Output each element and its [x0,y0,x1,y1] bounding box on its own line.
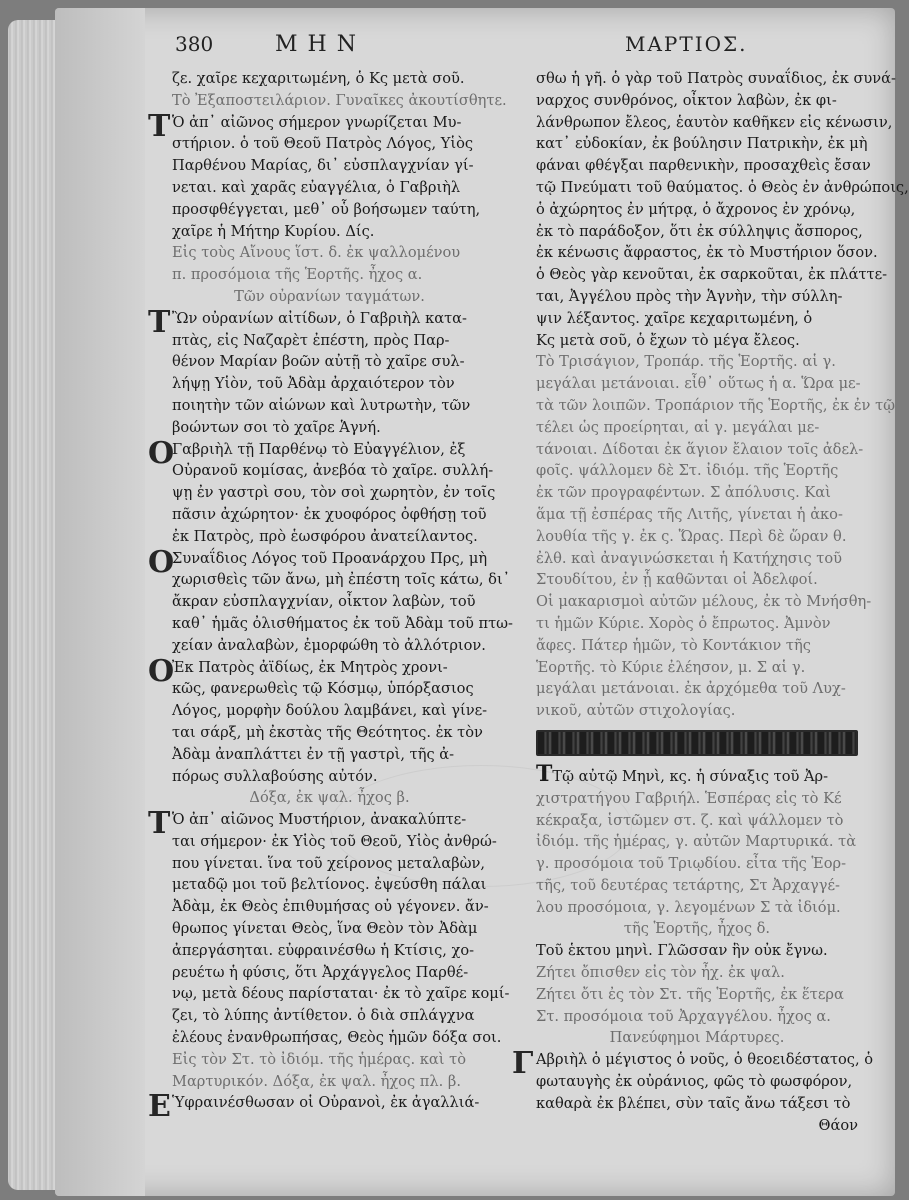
text-line-content: ψῃ ἐν γαστρὶ σου, τὸν σοὶ χωρητὸν, ἐν τοῖς [172,484,496,502]
text-line-content: ποιητὴν τῶν αἰώνων καὶ λυτρωτὴν, τῶν [172,396,471,414]
page-number: 380 [175,32,214,56]
text-line-content: Ζήτει ὄπισθεν εἰς τὸν ἦχ. ἐκ ψαλ. [536,964,785,982]
text-line-content: ρευέτω ἡ φύσις, ὅτι Ἀρχάγγελος Παρθέ- [172,963,469,981]
text-line-content: χωρισθεὶς τῶν ἄνω, μὴ ἐπέστη τοῖς κάτω, δι᾽ [172,571,510,589]
text-line-content: κατ᾽ εὐδοκίαν, ἐκ βούλησιν Πατρικὴν, ἐκ μὴ [536,135,868,153]
drop-cap-initial: Τ [148,108,171,144]
text-line [536,330,858,352]
text-line-content: μεγάλαι μετάνοιαι. ἐκ ἀρχόμεθα τοῦ Λυχ- [536,680,846,698]
text-line [536,373,861,395]
running-head-right: ΜΑΡΤΙΟΣ. [625,32,748,56]
text-line [536,760,858,788]
text-line-content: Αβριὴλ ὁ μέγιστος ὁ νοῦς, ὁ θεοειδέστατος, ὁ [536,1051,874,1069]
text-line-content: ἄφες. Πάτερ ἡμῶν, τὸ Κοντάκιον τῆς [536,636,811,654]
text-line [536,221,863,243]
text-line [536,417,858,439]
text-line-content: τὰ τῶν λοιπῶν. Τροπάριον τῆς Ἑορτῆς, ἐκ ἐν τῷ [536,396,896,414]
text-line [172,155,487,177]
text-line [536,133,868,155]
text-line [172,1005,487,1027]
text-line [172,504,487,526]
text-line [172,286,487,308]
text-line [148,544,488,580]
large-initial: Τ [536,760,553,787]
text-line [536,962,858,984]
page-header [175,32,893,62]
text-line [172,395,487,417]
text-line-content: φωταυγὴς ἐκ οὐράνιος, φῶς τὸ φωσφόρον, [536,1073,853,1091]
drop-cap-initial: Ο [148,544,175,580]
text-line [536,526,858,548]
text-line-content: τάνοιαι. Δίδοται ἐκ ἅγιον ἔλαιον τοῖς ἀδελ- [536,440,864,458]
text-line [172,853,487,875]
text-line [172,133,487,155]
text-line-content: Πανεύφημοι Μάρτυρες. [609,1029,785,1047]
text-line [536,68,896,90]
text-line-content: πᾶσιν ἀχώρητον· ἐκ χυοφόρος ὀφθήσῃ τοῦ [172,505,487,523]
text-line [172,569,510,591]
text-line [536,984,858,1006]
text-line-content: ἐλέους ἐνανθρωπήσας, Θεὸς ἡμῶν δόξα σοι. [172,1029,502,1047]
text-line [172,482,496,504]
text-line [172,330,487,352]
text-line-content: μεταδῷ μοι τοῦ βελτίονος. ἐψεύσθη πάλαι [172,876,487,894]
text-line [172,460,494,482]
text-line [536,657,858,679]
text-line-content: ζε. χαῖρε κεχαριτωμένη, ὁ Κς μετὰ σοῦ. [172,70,465,87]
text-line-content: Ζήτει ὄτι ἐς τὸν Στ. τῆς Ἑορτῆς, ἐκ ἕτερα [536,985,844,1003]
text-line [536,853,858,875]
text-line-content: ἐκ τῶν προγραφέντων. Σ ἀπόλυσις. Καὶ [536,484,831,502]
text-line-content: Συναΐδιος Λόγος τοῦ Προανάρχου Πρς, μὴ [172,549,488,567]
text-line-content: νῳ, μετὰ δέους παρίσταται· ἐκ τὸ χαῖρε κομί- [172,985,510,1003]
text-line-content: λάνθρωπον ἔλεος, ἑαυτὸν καθῆκεν εἰς κένωσιν, [536,113,893,131]
text-line [536,112,893,134]
text-line-content: στήριον. ὁ τοῦ Θεοῦ Πατρὸς Λόγος, Υἱὸς [172,135,474,153]
text-line [172,199,487,221]
text-line-content: ται, Ἀγγέλου πρὸς τὴν Ἁγνὴν, τὴν σύλλη- [536,287,843,305]
page-gutter-shadow [55,8,145,1196]
text-line-content: Ὢν οὐρανίων αἰτίδων, ὁ Γαβριὴλ κατα- [172,309,467,327]
text-line-content: γ. προσόμοια τοῦ Τριῳδίου. εἶτα τῆς Ἑορ- [536,855,846,873]
text-line-content: ἐκ τὸ παράδοξον, ὅτι ἐκ σύλληψις ἄσπορος, [536,222,863,240]
text-line-content: θρωπος γίνεται Θεὸς, ἵνα Θεὸν τὸν Ἀδὰμ [172,920,478,938]
left-text-column [148,68,513,1125]
text-line-content: καθαρὰ ἐκ βλέπει, σὺν ταῖς ἄνω τάξεσι τὸ [536,1094,851,1112]
text-line [172,722,487,744]
text-line [536,810,858,832]
text-line-content: νικοῦ, αὐτῶν στιχολογίας. [536,702,736,720]
text-line-content: ἄκραν εὐσπλαγχνίαν, οἶκτον λαβὼν, τοῦ [172,593,476,611]
text-line-content: ἀπεργάσηται. εὐφραινέσθω ἡ Κτίσις, χο- [172,941,475,959]
text-line [172,351,487,373]
text-line [536,242,878,264]
text-line-content: ὁ ἀχώρητος ἐν μήτρᾳ, ὁ ἄχρονος ἐν χρόνῳ, [536,200,856,218]
text-line [536,918,858,940]
text-line-content: Ἀδὰμ, ἐκ Θεὸς ἐπιθυμήσας οὐ γέγονεν. ἄν- [172,898,489,916]
text-line [536,264,888,286]
text-line [172,962,487,984]
text-line-content: καθ᾽ ἡμᾶς ὀλισθήματος ἐκ τοῦ Ἀδὰμ τοῦ πτω- [172,614,513,632]
text-line-content: χείαν ἀναλαβὼν, ἐμορφώθη τὸ ἀλλότριον. [172,636,486,654]
text-line-content: ναρχος συνθρόνος, οἶκτον λαβὼν, ἐκ φι- [536,91,837,109]
text-line [536,700,858,722]
text-line-content: Στ. προσόμοια τοῦ Ἀρχαγγέλου. ἦχος α. [536,1007,831,1025]
text-line-content: Οὐρανοῦ κομίσας, ἀνεβόα τὸ χαῖρε. συλλή- [172,462,494,480]
text-line [172,417,487,439]
drop-cap-initial: Γ [512,1046,534,1082]
text-line [536,613,858,635]
text-line [536,504,858,526]
text-line [536,395,896,417]
text-line-content: Κς μετὰ σοῦ, ὁ ἔχων τὸ μέγα ἔλεος. [536,331,800,349]
text-line-content: Ὁ ἀπ᾽ αἰῶνος Μυστήριον, ἀνακαλύπτε- [172,811,467,829]
text-line-content: ἅμα τῇ ἐσπέρας τῆς Λιτῆς, γίνεται ἡ ἀκο- [536,505,843,523]
text-line-content: θένον Μαρίαν βοῶν αὐτῇ τὸ χαῖρε συλ- [172,353,465,371]
text-line [536,460,858,482]
text-line [172,373,487,395]
text-line [172,983,510,1005]
text-line [536,90,858,112]
text-line [172,940,487,962]
text-line [536,940,858,962]
text-line-content: Ὁ ἀπ᾽ αἰῶνος σήμερον γνωρίζεται Μυ- [172,113,462,131]
text-line-content: σθω ἡ γῆ. ὁ γὰρ τοῦ Πατρὸς συναΐδιος, ἐκ συνά- [536,70,896,87]
text-line [148,435,487,471]
text-line [536,897,858,919]
text-line-content: Τὸ Τρισάγιον, Τροπάρ. τῆς Ἑορτῆς. αἱ γ. [536,353,836,371]
text-line [536,177,909,199]
text-line [536,569,858,591]
text-line [536,831,858,853]
text-line-content: τῷ Πνεύματι τοῦ θαύματος. ὁ Θεὸς ἐν ἀνθρώποις, [536,178,909,196]
text-line-content: μεγάλαι μετάνοιαι. εἶθ᾽ οὕτως ἡ α. Ὥρα με- [536,375,861,393]
text-line [172,177,487,199]
text-line [172,1027,502,1049]
text-line-content: νεται. καὶ χαρᾶς εὐαγγέλια, ὁ Γαβριὴλ [172,178,461,196]
right-text-column [512,68,909,1136]
text-line-content: Εἰς τὸν Στ. τὸ ἰδιόμ. τῆς ἡμέρας. καὶ τὸ [172,1050,467,1068]
text-line-content: Παρθένου Μαρίας, δι᾽ εὐσπλαγχνίαν γί- [172,157,474,175]
text-line [172,787,487,809]
text-line [536,788,858,810]
text-line [172,591,487,613]
text-line-content: Τὸ Ἐξαποστειλάριον. Γυναῖκες ἀκουτίσθητε. [172,91,507,109]
text-line-content: Ἑορτῆς. τὸ Κύριε ἐλέησον, μ. Σ αἱ γ. [536,658,806,676]
text-line-content: Τῶν οὐρανίων ταγμάτων. [234,287,425,305]
text-line-content: τι ἡμῶν Κύριε. Χορὸς ὁ ἔπρωτος. Ἀμνὸν [536,614,831,632]
text-line-content: Τοῦ ἑκτου μηνὶ. Γλῶσσαν ἣν οὐκ ἔγνω. [536,942,828,960]
text-line-content: χαῖρε ἡ Μήτηρ Κυρίου. Δίς. [172,222,375,240]
text-line-content: Τῷ αὐτῷ Μηνὶ, κς. ἡ σύναξις τοῦ Ἀρ- [552,767,829,785]
text-line-content: Οἱ μακαρισμοὶ αὐτῶν μέλους, ἐκ τὸ Μνήσθη- [536,593,872,611]
text-line [536,1027,858,1049]
text-line-content: κῶς, φανερωθεὶς τῷ Κόσμῳ, ὑπόρξασιος [172,680,474,698]
text-line-content: Μαρτυρικόν. Δόξα, ἐκ ψαλ. ἦχος πλ. β. [172,1072,461,1090]
text-line-content: λήψῃ Υἱὸν, τοῦ Ἀδὰμ ἀρχαιότερον τὸν [172,375,455,393]
text-line [536,1006,858,1028]
text-line-content: τέλει ὡς προείρηται, αἱ γ. μεγάλαι με- [536,418,820,436]
text-line-content: προσφθέγγεται, μεθ᾽ οὗ βοήσωμεν ταύτη, [172,200,481,218]
text-line-content: τῆς Ἑορτῆς, ἦχος δ. [623,920,771,938]
text-line-content: που γίνεται. ἵνα τοῦ χείρονος μεταλαβὼν, [172,854,486,872]
running-head-left: ΜΗΝ [275,32,366,57]
text-line [172,1071,487,1093]
text-line-content: φοῖς. ψάλλομεν δὲ Στ. ἰδιόμ. τῆς Ἑορτῆς [536,462,839,480]
text-line [172,68,487,90]
text-line [536,308,858,330]
text-line-content: πτὰς, εἰς Ναζαρὲτ ἐπέστη, πρὸς Παρ- [172,331,450,349]
text-line-content: πόρως συλλαβούσης αὐτόν. [172,767,378,785]
text-line-content: ζει, τὸ λύπης ἀντίθετον. ὁ διὰ σπλάγχνα [172,1007,475,1025]
text-line-content: Γαβριὴλ τῇ Παρθένῳ τὸ Εὐαγγέλιον, ἐξ [172,440,466,458]
text-line [172,874,487,896]
text-line [536,155,871,177]
text-line-content: ψιν λέξαντος. χαῖρε κεχαριτωμένη, ὁ [536,309,813,327]
text-line [536,286,858,308]
text-line-content: χιστρατήγου Γαβριήλ. Ἑσπέρας εἰς τὸ Κέ [536,789,842,807]
text-line-content: Στουδίτου, ἐν ᾗ καθῶνται οἱ Ἀδελφοί. [536,571,818,589]
text-line-content: ται σάρξ, μὴ ἐκστὰς τῆς Θεότητος. ἐκ τὸν [172,723,483,741]
text-line [172,678,487,700]
text-line-content: ἰδιόμ. τῆς ἡμέρας, γ. αὐτῶν Μαρτυρικά. τὰ [536,833,857,851]
text-line [148,1089,487,1125]
text-line-content: ἐκ Πατρὸς, πρὸ ἑωσφόρου ἀνατείλαντος. [172,527,478,545]
text-line [172,831,497,853]
text-line [172,766,487,788]
text-line [172,613,513,635]
text-line-content: ται σήμερον· ἐκ Υἱὸς τοῦ Θεοῦ, Υἱὸς ἀνθρώ- [172,832,497,850]
text-line [536,875,858,897]
text-line-content: ἐλθ. καὶ ἀναγινώσκεται ἡ Κατήχησις τοῦ [536,549,842,567]
text-line [172,221,487,243]
text-line [536,1071,858,1093]
drop-cap-initial: Τ [148,304,171,340]
text-line [536,199,858,221]
text-line-content: φάναι φθέγξαι παρθενικὴν, προσαχθεὶς ἔσαν [536,157,871,175]
text-line-content: Ὑφραινέσθωσαν οἱ Οὐρανοὶ, ἐκ ἀγαλλιά- [172,1094,480,1112]
drop-cap-initial: Ο [148,435,175,471]
text-line-content: π. προσόμοια τῆς Ἑορτῆς. ἦχος α. [172,266,423,284]
text-line [172,1049,487,1071]
drop-cap-initial: Ε [148,1089,171,1125]
text-line-content: τῆς, τοῦ δευτέρας τετάρτης, Στ Ἀρχαγγέ- [536,876,840,894]
text-line-content: Ἀδὰμ ἀναπλάττει ἐν τῇ γαστρὶ, τῆς ἀ- [172,745,455,763]
text-line [536,635,858,657]
text-line [172,918,487,940]
text-line [536,1115,858,1137]
text-line-content: λουθία τῆς γ. ἐκ ς. Ὥρας. Περὶ δὲ ὥραν θ. [536,527,847,545]
text-line-content: λου προσόμοια, γ. λεγομένων Σ τὰ ἰδιόμ. [536,898,841,916]
text-line-content: Δόξα, ἐκ ψαλ. ἦχος β. [249,789,410,807]
text-line [536,548,858,570]
text-line [172,635,487,657]
text-line [536,1093,858,1115]
text-line-content: Θάον [818,1116,858,1134]
text-line-content: βοώντων σοι τὸ χαῖρε Ἁγνή. [172,418,381,436]
text-line [536,351,858,373]
drop-cap-initial: Τ [148,806,171,842]
drop-cap-initial: Ο [148,653,175,689]
text-line [172,90,507,112]
text-line [536,439,864,461]
text-line-content: Ἐκ Πατρὸς ἀϊδίως, ἐκ Μητρὸς χρονι- [172,658,448,676]
text-line [172,526,487,548]
text-line [172,744,487,766]
text-line-content: ὁ Θεὸς γὰρ κενοῦται, ἐκ σαρκοῦται, ἐκ πλάττε- [536,266,888,284]
text-line-content: Εἰς τοὺς Αἴνους ἵστ. δ. ἐκ ψαλλομένου [172,244,461,262]
text-line [536,678,858,700]
text-line [536,591,872,613]
text-line [172,242,487,264]
text-line-content: Λόγος, μορφὴν δούλου λαμβάνει, καὶ γίνε- [172,702,488,720]
text-line [536,482,858,504]
text-line [172,700,487,722]
text-line [172,264,487,286]
text-line [172,896,487,918]
text-line-content: ἐκ κένωσις ἄφραστος, ἐκ τὸ Μυστήριον ὅσον. [536,244,878,262]
text-line-content: κέκραξα, ἱστῶμεν στ. ζ. καὶ ψάλλομεν τὸ [536,811,844,829]
ornamental-divider [536,730,858,756]
